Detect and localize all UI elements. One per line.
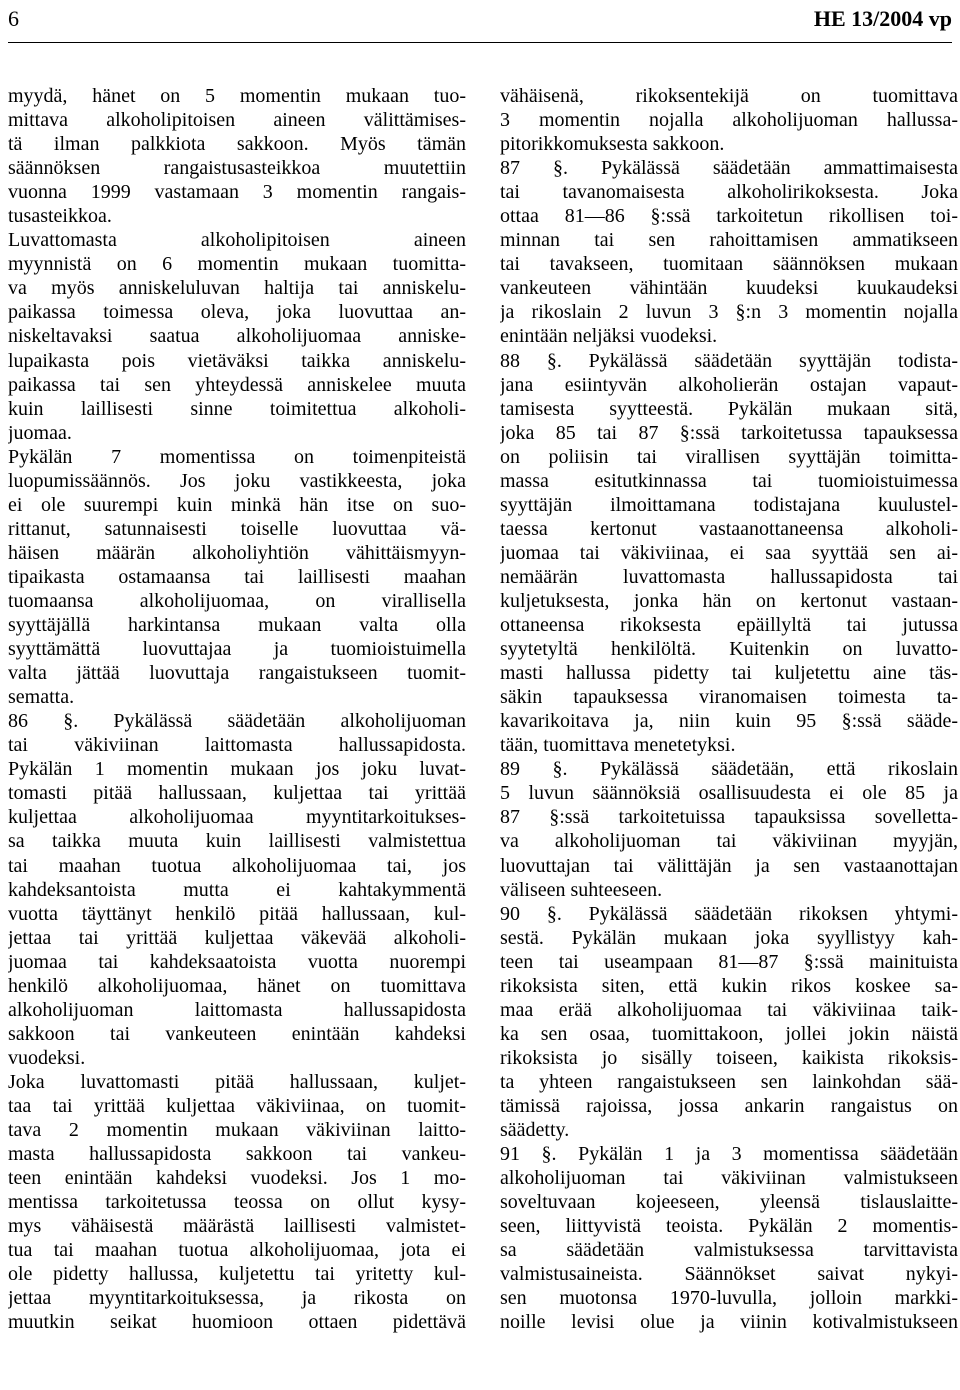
text-line: va myös anniskeluluvan haltija tai anniskelu- (8, 277, 466, 300)
text-line: joka 85 tai 87 §:ssä tarkoitetussa tapauksessa (500, 421, 958, 444)
text-line: tämissä rajoissa, jossa ankarin rangaistus on (500, 1094, 958, 1117)
text-line: säännöksen rangaistusasteikkoa muutettiin (8, 157, 466, 180)
text-line: taessa kertonut vastaanottaneensa alkoholi- (500, 517, 958, 540)
text-line: jana esiintyvän alkoholierän ostajan vapaut- (500, 373, 958, 396)
text-line: valmistusaineista. Säännökset saivat nykyi- (500, 1263, 958, 1286)
text-line: ottaa 81—86 §:ssä tarkoitetun rikollisen toi- (500, 205, 958, 228)
text-line: tusasteikkoa. (8, 205, 112, 228)
text-line: tomasti pitää hallussaan, kuljettaa tai yrittää (8, 782, 466, 805)
text-line: luopumissäännös. Jos joku vastikkeesta, joka (8, 469, 466, 492)
text-line: seen, liittyvistä teoista. Pykälän 2 momentis- (500, 1215, 958, 1238)
text-line: rittanut, satunnaisesti toiselle luovuttaa vä- (8, 517, 466, 540)
text-line: kuljettaa alkoholijuomaa myyntitarkoitukses- (8, 806, 466, 829)
text-line: pitorikkomuksesta sakkoon. (500, 133, 725, 156)
text-line: teen tai useampaan 81—87 §:ssä mainituista (500, 950, 958, 973)
text-line: taa tai yrittää kuljettaa väkiviinaa, on tuomit- (8, 1094, 466, 1117)
text-line: valta jättää luovuttaja rangaistukseen tuomit- (8, 662, 466, 685)
text-line: alkoholijuoman laittomasta hallussapidosta (8, 998, 466, 1021)
text-line: massa esitutkinnassa tai tuomioistuimessa (500, 469, 958, 492)
text-line: 3 momentin nojalla alkoholijuoman hallussa- (500, 109, 958, 132)
document-id: HE 13/2004 vp (813, 6, 952, 31)
text-line: maa erää alkoholijuomaa tai väkiviinaa taik- (500, 998, 958, 1021)
text-line: 5 luvun säännöksiä osallisuudesta ei ole 85 ja (500, 782, 958, 805)
text-line: muutkin seikat huomioon ottaen pidettävä (8, 1311, 466, 1334)
text-line: sematta. (8, 686, 75, 709)
text-line: jettaa tai yrittää kuljettaa väkevää alkoholi- (8, 926, 466, 949)
text-line: tuomaansa alkoholijuomaa, on virallisella (8, 589, 466, 612)
text-line: mittava alkoholipitoisen aineen välittämises- (8, 109, 466, 132)
text-line: paikassa toimessa oleva, joka luovuttaa an- (8, 301, 466, 324)
text-line: sa säädetään valmistuksessa tarvittavista (500, 1239, 958, 1262)
text-line: sakkoon tai vankeuteen enintään kahdeksi (8, 1022, 466, 1045)
text-line: tipaikasta ostamaansa tai laillisesti maahan (8, 565, 466, 588)
text-line: teen enintään kahdeksi vuodeksi. Jos 1 mo- (8, 1167, 466, 1190)
text-line: syyttämättä luovuttajaa ja tuomioistuimella (8, 638, 466, 661)
text-line: myynnistä on 6 momentin mukaan tuomitta- (8, 253, 466, 276)
text-line: minnan tai sen rahoittamisen ammatikseen (500, 229, 958, 252)
text-line: kavarikoitava ja, niin kuin 95 §:ssä sääde- (500, 710, 958, 733)
text-line: enintään neljäksi vuodeksi. (500, 325, 718, 348)
text-line: kuljetuksesta, jonka hän on kertonut vastaan- (500, 589, 958, 612)
text-line: ta yhteen rangaistukseen sen lainkohdan sää- (500, 1070, 958, 1093)
text-line: väliseen suhteeseen. (500, 878, 663, 901)
text-line: 90 §. Pykälässä säädetään rikoksen yhtymi- (500, 902, 958, 925)
text-line: tua tai maahan tuotua alkoholijuomaa, jota ei (8, 1239, 466, 1262)
text-line: syytetyltä henkilöltä. Kuitenkin on luvatto- (500, 638, 958, 661)
text-line: masti hallussa pidetty tai kuljetettu aine täs- (500, 662, 958, 685)
text-line: luovuttajan tai välittäjän ja sen vastaanottajan (500, 854, 958, 877)
text-line: on poliisin tai virallisen syyttäjän toimitta- (500, 445, 958, 468)
text-line: henkilö alkoholijuomaa, hänet on tuomittava (8, 974, 466, 997)
text-line: paikassa tai sen yhteydessä anniskelee muuta (8, 373, 466, 396)
text-line: vuodeksi. (8, 1046, 86, 1069)
text-line: syyttäjän ilmoittamana todistajana kuulustel- (500, 493, 958, 516)
text-line: sa taikka muuta kuin laillisesti valmistettua (8, 830, 466, 853)
text-line: Pykälän 7 momentissa on toimenpiteistä (8, 445, 466, 468)
text-line: Joka luvattomasti pitää hallussaan, kuljet- (8, 1070, 466, 1093)
text-line: sestä. Pykälän mukaan joka syyllistyy kah- (500, 926, 958, 949)
text-line: alkoholijuoman tai väkiviinan valmistukseen (500, 1167, 958, 1190)
text-line: häisen määrän alkoholiyhtiön vähittäismyyn- (8, 541, 466, 564)
text-line: 87 §:ssä tarkoitetuissa tapauksissa sovelletta- (500, 806, 958, 829)
text-line: niskeltavaksi saatua alkoholijuomaa anniske- (8, 325, 466, 348)
text-line: soveltuvaan kojeeseen, yleensä tislauslaitte- (500, 1191, 958, 1214)
text-line: ka sen osaa, tuomittakoon, jollei jokin näistä (500, 1022, 958, 1045)
text-line: 88 §. Pykälässä säädetään syyttäjän todista- (500, 349, 958, 372)
text-line: rikoksista jo sisälly toiseen, kaikista rikoksis- (500, 1046, 958, 1069)
text-line: vuonna 1999 vastamaan 3 momentin rangais- (8, 181, 466, 204)
text-line: mentissa tarkoitetussa teossa on ollut kysy- (8, 1191, 466, 1214)
text-line: kahdeksantoista mutta ei kahtakymmentä (8, 878, 466, 901)
text-line: lupaikasta pois vietäväksi taikka anniskelu- (8, 349, 466, 372)
text-line: tai väkiviinan laittomasta hallussapidosta. (8, 734, 466, 757)
text-line: tai maahan tuotua alkoholijuomaa tai, jos (8, 854, 466, 877)
text-line: juomaa tai kahdeksaatoista vuotta nuorempi (8, 950, 466, 973)
text-line: tään, tuomittava menetetyksi. (500, 734, 736, 757)
page-number: 6 (8, 6, 19, 31)
text-line: tai tavakseen, tuomitaan säännöksen mukaan (500, 253, 958, 276)
text-line: syyttäjällä harkintansa mukaan valta olla (8, 614, 466, 637)
text-line: ja rikoslain 2 luvun 3 §:n 3 momentin nojalla (500, 301, 958, 324)
text-line: rikoksista siten, että kukin rikos koskee sa- (500, 974, 958, 997)
text-line: ole pidetty hallussa, kuljetettu tai yritetty kul- (8, 1263, 466, 1286)
text-line: 87 §. Pykälässä säädetään ammattimaisesta (500, 157, 958, 180)
text-line: sen muotonsa 1970-luvulla, jolloin markki- (500, 1287, 958, 1310)
text-line: ottaneensa rikoksesta epäillyltä tai jutussa (500, 614, 958, 637)
text-line: tai tavanomaisesta alkoholirikoksesta. Joka (500, 181, 958, 204)
text-line: jettaa myyntitarkoituksessa, ja rikosta on (8, 1287, 466, 1310)
header-rule (8, 42, 952, 43)
text-line: ei ole suurempi kuin minkä hän itse on suo- (8, 493, 466, 516)
text-line: 89 §. Pykälässä säädetään, että rikoslain (500, 758, 958, 781)
text-line: vähäisenä, rikoksentekijä on tuomittava (500, 85, 958, 107)
text-line: säkin tapauksessa viranomaisen toimesta ta- (500, 686, 958, 709)
text-line: juomaa tai väkiviinaa, ei saa syyttää sen ai- (500, 541, 958, 564)
page-header (8, 4, 952, 38)
left-column (8, 84, 466, 1334)
text-line: kuin laillisesti sinne toimitettua alkoholi- (8, 397, 466, 420)
text-line: 86 §. Pykälässä säädetään alkoholijuoman (8, 710, 466, 733)
text-line: mys vähäisestä määrästä laillisesti valmistet- (8, 1215, 466, 1238)
right-column (500, 84, 958, 1334)
text-line: vuotta täyttänyt henkilö pitää hallussaan, kul- (8, 902, 466, 925)
text-line: tä ilman palkkiota sakkoon. Myös tämän (8, 133, 466, 156)
text-line: 91 §. Pykälän 1 ja 3 momentissa säädetään (500, 1143, 958, 1166)
text-line: säädetty. (500, 1119, 570, 1142)
text-line: noille levisi olue ja viinin kotivalmistukseen (500, 1311, 958, 1334)
text-line: vankeuteen vähintään kuudeksi kuukaudeksi (500, 277, 958, 300)
text-line: Luvattomasta alkoholipitoisen aineen (8, 229, 466, 252)
text-line: masta hallussapidosta sakkoon tai vankeu- (8, 1143, 466, 1166)
text-line: Pykälän 1 momentin mukaan jos joku luvat- (8, 758, 466, 781)
text-line: tamisesta syytteestä. Pykälän mukaan sitä, (500, 397, 958, 420)
text-line: myydä, hänet on 5 momentin mukaan tuo- (8, 85, 466, 107)
text-line: va alkoholijuoman tai väkiviinan myyjän, (500, 830, 958, 853)
text-line: nemäärän luvattomasta hallussapidosta tai (500, 565, 958, 588)
text-line: juomaa. (8, 421, 72, 444)
text-line: tava 2 momentin mukaan väkiviinan laitto- (8, 1119, 466, 1142)
